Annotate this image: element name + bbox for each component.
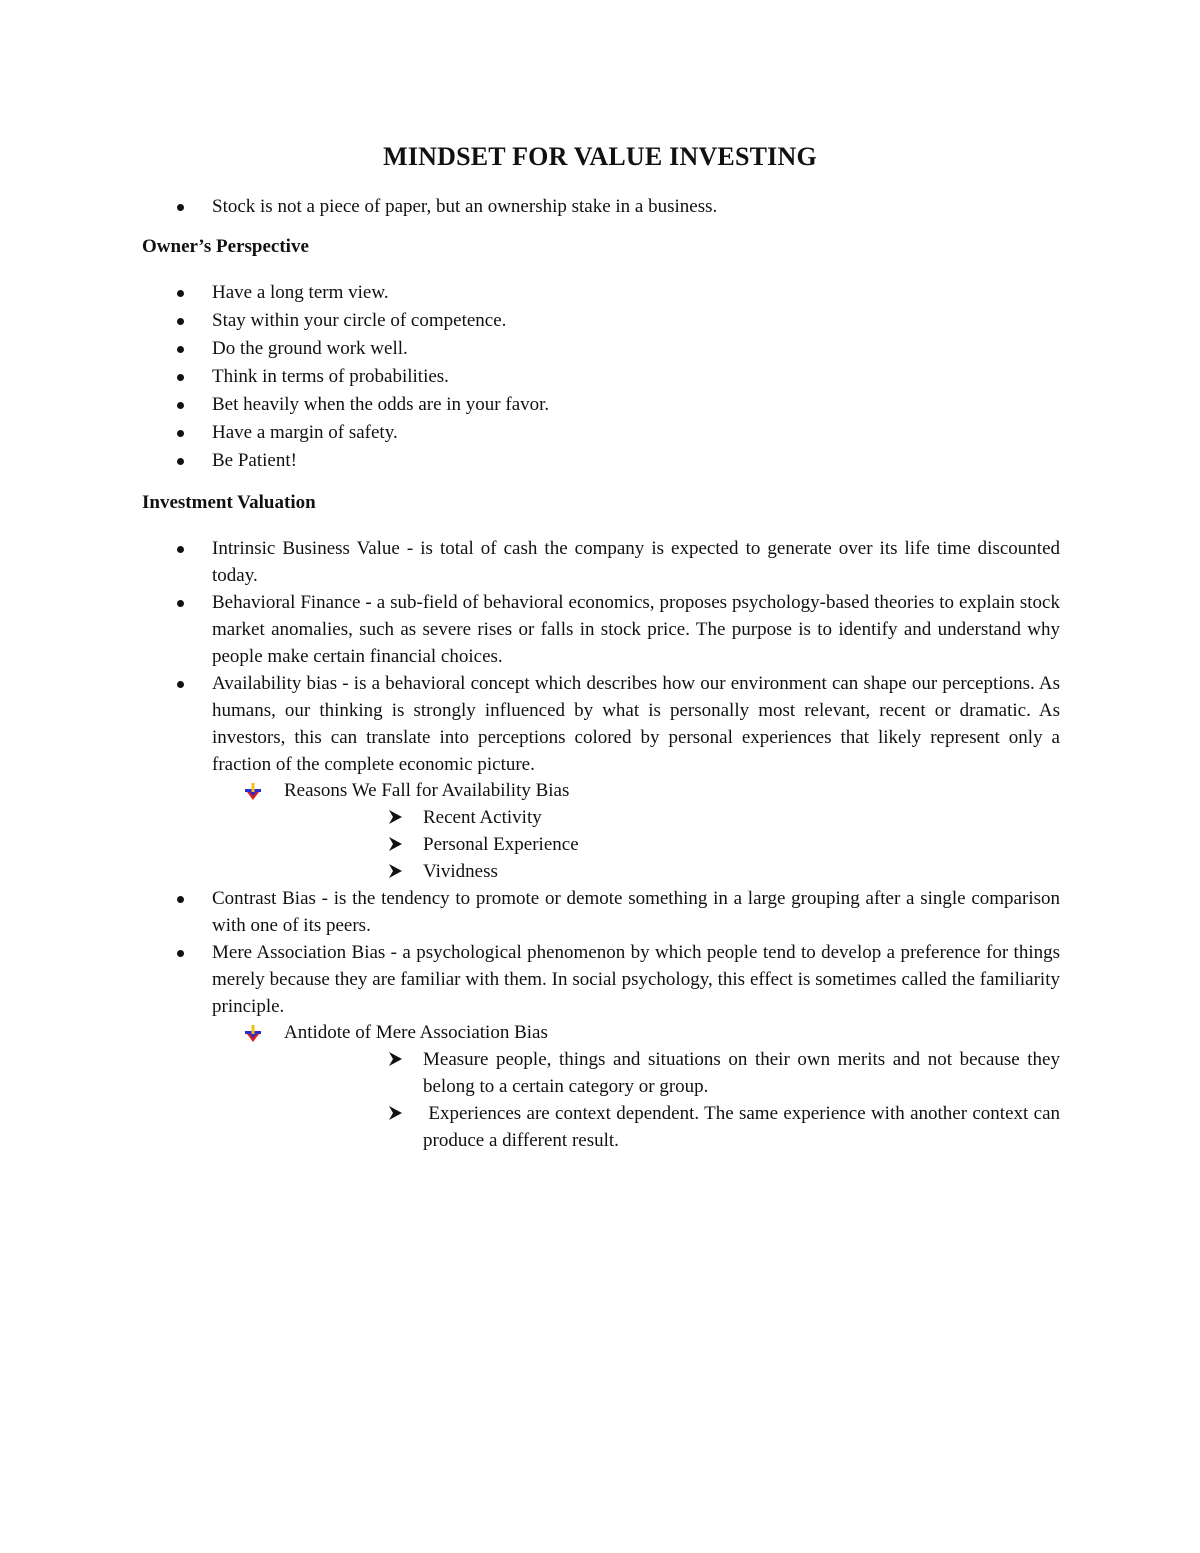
owners-perspective-list	[142, 279, 1060, 475]
bullet-icon	[177, 346, 184, 353]
list-item: Have a margin of safety.	[142, 419, 1060, 447]
bullet-icon	[177, 430, 184, 437]
list-item: Mere Association Bias - a psychological phenomenon by which people tend to develop a preference for things merely because they are familiar with them. In social psychology, this effect is sometimes called the familiarity principle. Antidote of Mere Association Bias Measure people, things and situations on their own merits and not because they belong to a certain category or group. Experiences are context dependent. The same experience with another context can produce a different result.	[142, 939, 1060, 1154]
arrowhead-bullet-icon	[389, 1052, 402, 1066]
bullet-icon	[177, 950, 184, 957]
sub-list-item: Antidote of Mere Association Bias Measure people, things and situations on their own merits and not because they belong to a certain category or group. Experiences are context dependent. The same experience with another context can produce a different result.	[212, 1020, 1060, 1154]
list-item: Do the ground work well.	[142, 335, 1060, 363]
list-item: Contrast Bias - is the tendency to promote or demote something in a large grouping after a single comparison with one of its peers.	[142, 885, 1060, 939]
list-item: Availability bias - is a behavioral concept which describes how our environment can shape our perceptions. As humans, our thinking is strongly influenced by what is personally most relevant, recent or dramatic. As investors, this can translate into perceptions colored by personal experiences that likely represent only a fraction of the complete economic picture. Reasons We Fall for Availability Bias Recent Activity Personal Experience Vividness	[142, 670, 1060, 885]
sub-sub-list-item: Recent Activity	[354, 804, 1060, 831]
bullet-icon	[177, 681, 184, 688]
sub-sub-list-item: Vividness	[354, 858, 1060, 885]
list-item: Have a long term view.	[142, 279, 1060, 307]
bullet-icon	[177, 600, 184, 607]
sub-list	[212, 1020, 1065, 1154]
sub-sub-list	[354, 804, 1060, 885]
bullet-icon	[177, 458, 184, 465]
investment-valuation-list	[142, 535, 1065, 1154]
sub-list-item: Reasons We Fall for Availability Bias Recent Activity Personal Experience Vividness	[212, 778, 1060, 885]
sub-list	[212, 778, 1060, 885]
intro-list	[142, 193, 1060, 221]
sub-sub-list-item: Experiences are context dependent. The same experience with another context can produce a different result.	[354, 1100, 1060, 1154]
bullet-icon	[177, 374, 184, 381]
page-title: MINDSET FOR VALUE INVESTING	[383, 142, 817, 171]
section-heading-investment-valuation: Investment Valuation	[142, 492, 316, 513]
arrowhead-bullet-icon	[389, 1106, 402, 1120]
list-item: Be Patient!	[142, 447, 1060, 475]
sub-sub-list	[354, 1046, 1065, 1154]
arrowhead-bullet-icon	[389, 864, 402, 878]
bullet-icon	[177, 546, 184, 553]
sub-sub-list-item: Measure people, things and situations on their own merits and not because they belong to a certain category or group.	[354, 1046, 1060, 1100]
bullet-icon	[177, 204, 184, 211]
four-color-down-arrow-icon	[244, 783, 262, 801]
list-item: Intrinsic Business Value - is total of cash the company is expected to generate over its life time discounted today.	[142, 535, 1060, 589]
list-item: Behavioral Finance - a sub-field of behavioral economics, proposes psychology-based theories to explain stock market anomalies, such as severe rises or falls in stock price. The purpose is to identify and understand why people make certain financial choices.	[142, 589, 1060, 670]
sub-sub-list-item: Personal Experience	[354, 831, 1060, 858]
arrowhead-bullet-icon	[389, 810, 402, 824]
arrowhead-bullet-icon	[389, 837, 402, 851]
list-item: Stay within your circle of competence.	[142, 307, 1060, 335]
four-color-down-arrow-icon	[244, 1025, 262, 1043]
bullet-icon	[177, 290, 184, 297]
bullet-icon	[177, 896, 184, 903]
list-item: Think in terms of probabilities.	[142, 363, 1060, 391]
bullet-icon	[177, 402, 184, 409]
list-item: Bet heavily when the odds are in your favor.	[142, 391, 1060, 419]
list-item: Stock is not a piece of paper, but an ownership stake in a business.	[142, 193, 1060, 221]
section-heading-owners-perspective: Owner’s Perspective	[142, 236, 309, 257]
bullet-icon	[177, 318, 184, 325]
